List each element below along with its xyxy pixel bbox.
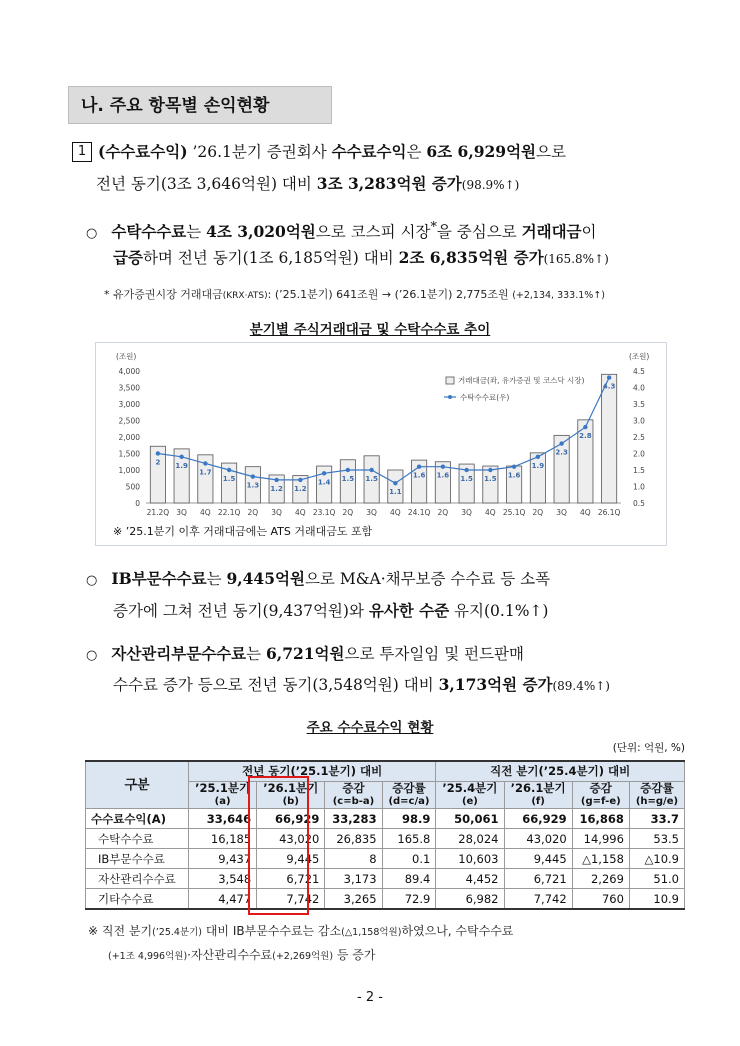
paragraph-fee-revenue-line2 bbox=[96, 168, 519, 201]
line-data-label: 1.6 bbox=[507, 471, 521, 480]
line-data-label: 2 bbox=[155, 458, 161, 467]
table-row bbox=[86, 889, 685, 910]
table-cell: 26,835 bbox=[325, 829, 382, 849]
y-right-unit: (조원) bbox=[629, 352, 650, 361]
x-tick-label: 26.1Q bbox=[597, 508, 621, 517]
table-note-line2 bbox=[108, 946, 375, 963]
line-data-label: 1.4 bbox=[317, 478, 331, 487]
text-emph: 수탁수수료 bbox=[111, 222, 187, 242]
text: : (’25.1분기) 641조원 → (’26.1분기) 2,775조원 bbox=[267, 288, 513, 301]
line-data-label: 2.3 bbox=[555, 448, 568, 457]
x-tick-label: 3Q bbox=[271, 508, 282, 517]
line-point bbox=[583, 425, 587, 429]
footnote-marker: * bbox=[430, 220, 437, 235]
table-cell: 10.9 bbox=[629, 889, 684, 910]
table-cell: △1,158 bbox=[572, 849, 629, 869]
row-label: 수탁수수료 bbox=[86, 829, 189, 849]
x-tick-label: 25.1Q bbox=[502, 508, 526, 517]
column-header bbox=[382, 782, 436, 809]
y-right-tick-label: 2.0 bbox=[633, 449, 645, 459]
x-tick-label: 22.1Q bbox=[217, 508, 241, 517]
table-cell: 10,603 bbox=[436, 849, 504, 869]
table-note bbox=[88, 922, 513, 939]
text: 는 bbox=[206, 570, 227, 588]
text: * 유가증권시장 거래대금 bbox=[104, 288, 223, 301]
table-cell: 89.4 bbox=[382, 869, 436, 889]
y-left-tick-label: 4,000 bbox=[118, 367, 140, 376]
text: 전년 동기(3조 3,646억원) 대비 bbox=[96, 175, 317, 193]
table-cell: 51.0 bbox=[629, 869, 684, 889]
line-point bbox=[512, 465, 516, 469]
legend-line-label: 수탁수수료(우) bbox=[460, 393, 510, 402]
table-cell: 760 bbox=[572, 889, 629, 910]
column-header bbox=[257, 782, 325, 809]
table-cell: 4,452 bbox=[436, 869, 504, 889]
text: (+2,134, 333.1%↑) bbox=[512, 290, 605, 301]
x-tick-label: 2Q bbox=[342, 508, 354, 517]
text-emph: 6조 6,929억원 bbox=[426, 142, 537, 161]
line-point bbox=[417, 465, 421, 469]
line-point bbox=[464, 468, 468, 472]
line-data-label: 1.5 bbox=[484, 475, 497, 483]
bar bbox=[602, 374, 617, 503]
column-header bbox=[629, 782, 684, 809]
row-label: IB부문수수료 bbox=[86, 849, 189, 869]
text: (+2,269억원) bbox=[272, 951, 334, 962]
x-tick-label: 3Q bbox=[556, 508, 567, 517]
text: (89.4%↑) bbox=[552, 679, 610, 693]
table-cell: 6,721 bbox=[257, 869, 325, 889]
text: 으로 투자일임 및 펀드판매 bbox=[344, 645, 524, 663]
column-header-formula: (g=f-e) bbox=[580, 796, 621, 807]
line-point bbox=[607, 375, 611, 379]
table-row bbox=[86, 849, 685, 869]
column-header-label: 증감 bbox=[342, 781, 365, 795]
text: (KRX·ATS) bbox=[222, 291, 268, 301]
column-header-formula: (h=g/e) bbox=[635, 796, 679, 807]
x-tick-label: 23.1Q bbox=[312, 508, 336, 517]
text: 하며 전년 동기(1조 6,185억원) 대비 bbox=[142, 249, 399, 267]
line-point bbox=[346, 468, 350, 472]
column-header-label: 증감률 bbox=[392, 781, 426, 795]
column-header-label: 증감 bbox=[589, 781, 612, 795]
column-header-formula: (f) bbox=[531, 796, 545, 807]
table-cell: 43,020 bbox=[504, 829, 572, 849]
header-yoy: 전년 동기(’25.1분기) 대비 bbox=[189, 761, 436, 782]
line-point bbox=[227, 468, 231, 472]
bullet: ○ bbox=[86, 573, 98, 588]
table-cell: 33.7 bbox=[629, 809, 684, 829]
text-emph: 4조 3,020억원 bbox=[206, 222, 316, 242]
header-qoq: 직전 분기(’25.4분기) 대비 bbox=[436, 761, 685, 782]
table-title: 주요 수수료수익 현황 bbox=[306, 720, 434, 736]
line-point bbox=[536, 455, 540, 459]
table-cell: 0.1 bbox=[382, 849, 436, 869]
table-cell: 14,996 bbox=[572, 829, 629, 849]
table-cell: 66,929 bbox=[504, 809, 572, 829]
chart-frame bbox=[95, 342, 667, 546]
x-tick-label: 4Q bbox=[200, 508, 211, 517]
text: 으로 코스피 시장 bbox=[315, 223, 431, 242]
text: 대비 IB부문수수료는 감소 bbox=[202, 924, 342, 938]
y-right-tick-label: 2.5 bbox=[633, 433, 645, 442]
text-emph: IB부문수수료 bbox=[111, 569, 207, 588]
text: (+1조 4,996억원) bbox=[108, 951, 188, 962]
y-right-tick-label: 3.0 bbox=[633, 416, 645, 426]
text-emph: 수수료수익 bbox=[331, 142, 407, 161]
table-cell: 33,283 bbox=[325, 809, 382, 829]
y-left-tick-label: 2,000 bbox=[118, 433, 140, 442]
text: 는 bbox=[186, 223, 207, 242]
table-cell: 6,721 bbox=[504, 869, 572, 889]
fee-revenue-table bbox=[85, 760, 685, 910]
y-right-tick-label: 1.5 bbox=[633, 466, 645, 475]
x-tick-label: 3Q bbox=[176, 508, 187, 517]
line-data-label: 1.7 bbox=[199, 468, 212, 477]
text: 수수료 증가 등으로 전년 동기(3,548억원) 대비 bbox=[113, 676, 439, 694]
line-data-label: 1.3 bbox=[246, 481, 260, 490]
text: 을 중심으로 bbox=[436, 223, 522, 242]
paragraph-wealth-fee-line2 bbox=[113, 669, 610, 702]
item-number-marker: 1 bbox=[72, 142, 92, 162]
y-left-tick-label: 0 bbox=[135, 499, 140, 508]
text: (98.9%↑) bbox=[461, 178, 520, 192]
paragraph-ib-fee bbox=[86, 563, 550, 597]
line-data-label: 1.5 bbox=[222, 475, 236, 483]
text: 하였으나, 수탁수수료 bbox=[401, 924, 514, 938]
header-category: 구분 bbox=[86, 761, 189, 809]
row-label: 기타수수료 bbox=[86, 889, 189, 910]
line-point bbox=[322, 471, 326, 475]
footnote-trading-value bbox=[104, 286, 605, 302]
column-header-label: ’26.1분기 bbox=[510, 781, 566, 795]
y-right-tick-label: 1.0 bbox=[633, 482, 645, 492]
line-data-label: 1.9 bbox=[531, 461, 545, 470]
legend-bar-label: 거래대금(좌, 유가증권 및 코스닥 시장) bbox=[458, 376, 585, 385]
table-cell: 43,020 bbox=[257, 829, 325, 849]
line-data-label: 2.8 bbox=[579, 432, 592, 441]
table-cell: 7,742 bbox=[257, 889, 325, 910]
bar bbox=[530, 453, 545, 503]
text: ※ 직전 분기 bbox=[88, 924, 153, 938]
table-cell: 6,982 bbox=[436, 889, 504, 910]
column-header bbox=[325, 782, 382, 809]
chart-title: 분기별 주식거래대금 및 수탁수수료 추이 bbox=[249, 322, 491, 338]
table-cell: 72.9 bbox=[382, 889, 436, 910]
y-left-tick-label: 2,500 bbox=[118, 416, 140, 426]
y-right-tick-label: 4.5 bbox=[633, 367, 645, 376]
text: 은 bbox=[406, 143, 427, 161]
text: (’25.4분기) bbox=[152, 927, 203, 938]
paragraph-wealth-fee bbox=[86, 638, 524, 672]
table-cell: 28,024 bbox=[436, 829, 504, 849]
y-right-tick-label: 4.0 bbox=[633, 383, 645, 393]
line-data-label: 1.2 bbox=[270, 484, 283, 493]
line-point bbox=[393, 481, 397, 485]
text: ·자산관리수수료 bbox=[187, 948, 273, 962]
table-row bbox=[86, 869, 685, 889]
line-data-label: 4.3 bbox=[602, 382, 616, 391]
text: 으로 M&A·채무보증 수수료 등 소폭 bbox=[304, 570, 551, 588]
line-point bbox=[441, 465, 445, 469]
bullet: ○ bbox=[86, 226, 98, 242]
text: 유지(0.1%↑) bbox=[449, 602, 549, 620]
text-emph: 2조 6,835억원 증가 bbox=[398, 248, 544, 267]
table-cell: 16,185 bbox=[189, 829, 257, 849]
legend-bar-swatch bbox=[446, 377, 454, 384]
line-data-label: 1.5 bbox=[341, 475, 355, 483]
y-left-unit: (조원) bbox=[116, 352, 137, 361]
bar bbox=[388, 470, 403, 503]
column-header-formula: (e) bbox=[461, 796, 478, 807]
text-emph: 6,721억원 bbox=[266, 644, 345, 663]
table-cell: 4,477 bbox=[189, 889, 257, 910]
table-cell: 9,445 bbox=[257, 849, 325, 869]
line-point bbox=[559, 441, 563, 445]
text-emph: 급증 bbox=[113, 248, 143, 267]
table-cell: △10.9 bbox=[629, 849, 684, 869]
column-header bbox=[436, 782, 504, 809]
table-cell: 16,868 bbox=[572, 809, 629, 829]
text: 으로 bbox=[536, 143, 566, 161]
table-cell: 165.8 bbox=[382, 829, 436, 849]
x-tick-label: 4Q bbox=[390, 508, 401, 517]
line-data-label: 1.5 bbox=[365, 475, 378, 483]
text-emph: 거래대금 bbox=[521, 222, 582, 242]
column-header-label: ’25.4분기 bbox=[442, 781, 498, 795]
column-header-formula: (d=c/a) bbox=[388, 796, 430, 807]
table-cell: 66,929 bbox=[257, 809, 325, 829]
x-tick-label: 2Q bbox=[437, 508, 449, 517]
column-header bbox=[504, 782, 572, 809]
x-tick-label: 2Q bbox=[532, 508, 544, 517]
table-row bbox=[86, 809, 685, 829]
line-point bbox=[203, 461, 207, 465]
row-label: 수수료수익(A) bbox=[86, 809, 189, 829]
table-cell: 3,548 bbox=[189, 869, 257, 889]
text: (165.8%↑) bbox=[543, 252, 609, 266]
bullet: ○ bbox=[86, 648, 98, 663]
line-point bbox=[156, 451, 160, 455]
text-emph: 3조 3,283억원 증가 bbox=[316, 174, 462, 193]
y-left-tick-label: 3,000 bbox=[118, 400, 140, 409]
x-tick-label: 4Q bbox=[580, 508, 591, 517]
paragraph-brokerage-fee-line2 bbox=[113, 242, 609, 275]
table-cell: 9,437 bbox=[189, 849, 257, 869]
y-right-tick-label: 0.5 bbox=[633, 499, 645, 508]
y-left-tick-label: 3,500 bbox=[118, 383, 140, 393]
paragraph-fee-revenue bbox=[72, 136, 566, 168]
column-header-formula: (a) bbox=[214, 796, 231, 807]
text: 는 bbox=[246, 645, 267, 663]
column-header-formula: (b) bbox=[282, 796, 299, 807]
table-cell: 8 bbox=[325, 849, 382, 869]
text-emph: 유사한 수준 bbox=[368, 601, 450, 620]
line-data-label: 1.6 bbox=[412, 471, 426, 480]
table-cell: 53.5 bbox=[629, 829, 684, 849]
y-left-tick-label: 1,500 bbox=[118, 449, 140, 459]
text: 등 증가 bbox=[333, 948, 376, 962]
text-emph: 자산관리부문수수료 bbox=[111, 644, 247, 663]
x-tick-label: 3Q bbox=[366, 508, 377, 517]
table-unit: (단위: 억원, %) bbox=[612, 742, 685, 754]
row-label: 자산관리수수료 bbox=[86, 869, 189, 889]
column-header bbox=[572, 782, 629, 809]
text: (△1,158억원) bbox=[341, 927, 402, 938]
x-tick-label: 2Q bbox=[247, 508, 259, 517]
text: 이 bbox=[581, 223, 597, 242]
table-cell: 3,173 bbox=[325, 869, 382, 889]
text-emph: 9,445억원 bbox=[226, 569, 305, 588]
line-point bbox=[369, 468, 373, 472]
x-tick-label: 4Q bbox=[295, 508, 306, 517]
text-emph: 3,173억원 증가 bbox=[438, 675, 553, 694]
section-title: 나. 주요 항목별 손익현황 bbox=[68, 86, 332, 124]
column-header-label: 증감률 bbox=[640, 781, 674, 795]
x-tick-label: 21.2Q bbox=[146, 508, 170, 517]
line-point bbox=[298, 478, 302, 482]
chart-note: ※ ’25.1분기 이후 거래대금에는 ATS 거래대금도 포함 bbox=[113, 525, 373, 538]
table-cell: 2,269 bbox=[572, 869, 629, 889]
line-data-label: 1.5 bbox=[460, 475, 473, 483]
line-data-label: 1.1 bbox=[389, 488, 402, 497]
trading-value-fee-chart bbox=[96, 343, 666, 545]
y-left-tick-label: 500 bbox=[125, 482, 140, 492]
column-header-formula: (c=b-a) bbox=[332, 796, 375, 807]
table-cell: 98.9 bbox=[382, 809, 436, 829]
paragraph-ib-fee-line2 bbox=[113, 595, 548, 627]
line-point bbox=[274, 478, 278, 482]
y-right-tick-label: 3.5 bbox=[633, 400, 645, 409]
table-cell: 9,445 bbox=[504, 849, 572, 869]
text: ’26.1분기 증권회사 bbox=[187, 143, 332, 161]
table-cell: 50,061 bbox=[436, 809, 504, 829]
x-tick-label: 24.1Q bbox=[407, 508, 431, 517]
column-header bbox=[189, 782, 257, 809]
x-tick-label: 4Q bbox=[485, 508, 496, 517]
legend-line-marker bbox=[448, 395, 452, 399]
table-cell: 7,742 bbox=[504, 889, 572, 910]
line-data-label: 1.6 bbox=[436, 471, 450, 480]
column-header-label: ’25.1분기 bbox=[195, 781, 251, 795]
line-data-label: 1.2 bbox=[294, 484, 307, 493]
heading-fee-revenue: (수수료수익) bbox=[98, 142, 188, 161]
line-point bbox=[179, 455, 183, 459]
text: 증가에 그쳐 전년 동기(9,437억원)와 bbox=[113, 602, 369, 620]
line-point bbox=[488, 468, 492, 472]
column-header-label: ’26.1분기 bbox=[263, 781, 319, 795]
line-data-label: 1.9 bbox=[175, 461, 188, 470]
page-number: - 2 - bbox=[357, 990, 383, 1005]
x-tick-label: 3Q bbox=[461, 508, 472, 517]
line-point bbox=[251, 474, 255, 478]
y-left-tick-label: 1,000 bbox=[118, 466, 140, 475]
table-cell: 33,646 bbox=[189, 809, 257, 829]
table-cell: 3,265 bbox=[325, 889, 382, 910]
table-row bbox=[86, 829, 685, 849]
